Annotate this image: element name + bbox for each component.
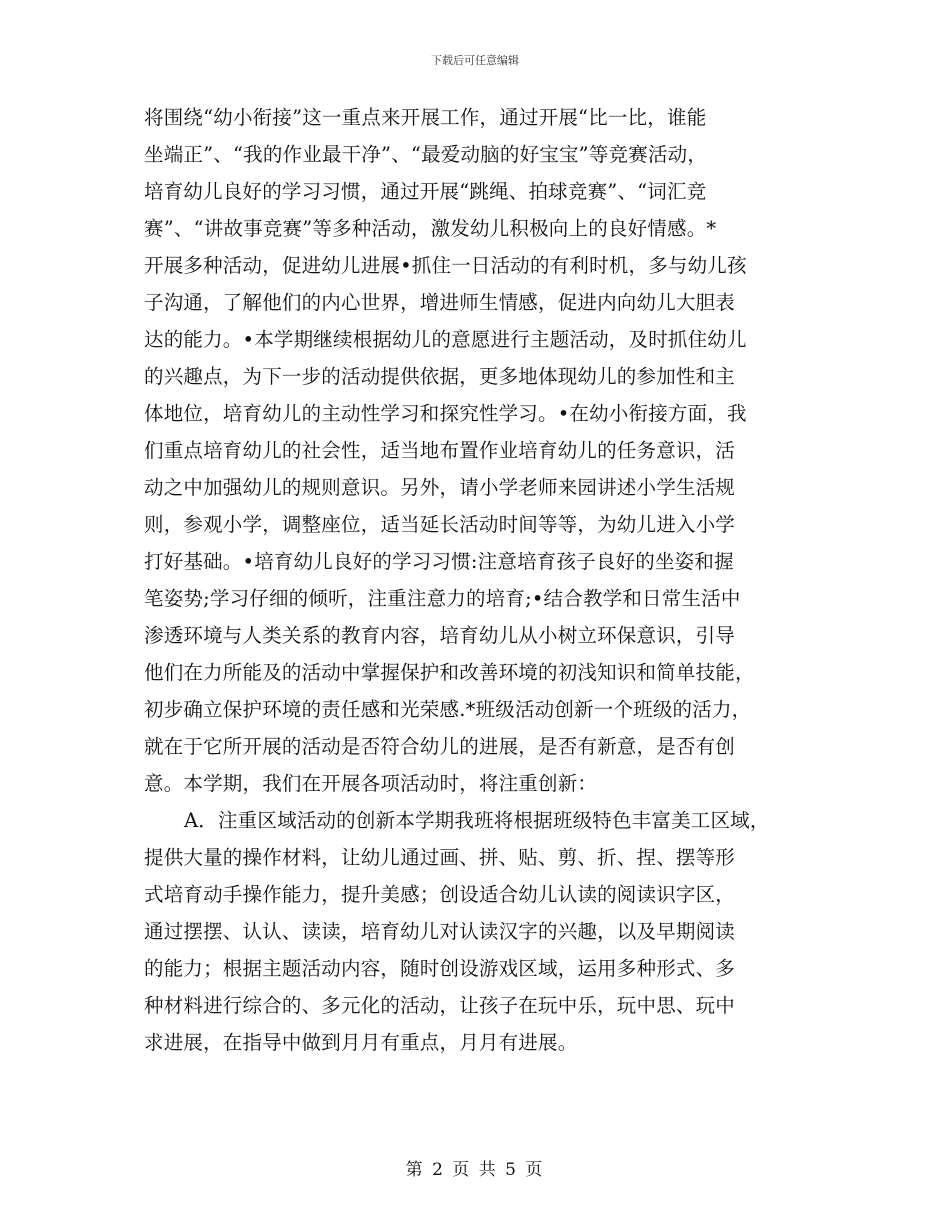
text-line-23: 通过摆摆、认认、读读，培育幼儿对认读汉字的兴趣，以及早期阅读 xyxy=(144,920,736,943)
text-line-5: 开展多种活动，促进幼儿进展•抓住一日活动的有利时机，多与幼儿孩 xyxy=(144,254,747,277)
text-line-19: 意。本学期，我们在开展各项活动时，将注重创新： xyxy=(144,772,598,795)
text-line-8: 的兴趣点，为下一步的活动提供依据，更多地体现幼儿的参加性和主 xyxy=(144,365,736,388)
text-line-14: 笔姿势;学习仔细的倾听，注重注意力的培育;•结合教学和日常生活中 xyxy=(144,587,741,610)
text-line-2: 坐端正”、“我的作业最干净”、“最爱动脑的好宝宝”等竞赛活动， xyxy=(144,143,708,166)
text-line-15: 渗透环境与人类关系的教育内容，培育幼儿从小树立环保意识，引导 xyxy=(144,624,736,647)
text-line-16: 他们在力所能及的活动中掌握保护和改善环境的初浅知识和简单技能， xyxy=(144,661,755,684)
text-line-12: 则，参观小学，调整座位，适当延长活动时间等等，为幼儿进入小学 xyxy=(144,513,736,536)
text-line-6: 子沟通，了解他们的内心世界，增进师生情感，促进内向幼儿大胆表 xyxy=(144,291,736,314)
text-line-10: 们重点培育幼儿的社会性，适当地布置作业培育幼儿的任务意识，活 xyxy=(144,439,736,462)
text-line-1: 将围绕“幼小衔接”这一重点来开展工作，通过开展“比一比，谁能 xyxy=(144,106,707,129)
text-line-13: 打好基础。•培育幼儿良好的学习习惯:注意培育孩子良好的坐姿和握 xyxy=(144,550,734,573)
text-line-9: 体地位，培育幼儿的主动性学习和探究性学习。•在幼小衔接方面，我 xyxy=(144,402,747,425)
text-line-4: 赛”、“讲故事竞赛”等多种活动，激发幼儿积极向上的良好情感。* xyxy=(144,217,717,240)
text-line-24: 的能力；根据主题活动内容，随时创设游戏区域，运用多种形式、多 xyxy=(144,957,736,980)
text-line-26: 求进展，在指导中做到月月有重点，月月有进展。 xyxy=(144,1031,578,1054)
text-line-25: 种材料进行综合的、多元化的活动，让孩子在玩中乐，玩中思、玩中 xyxy=(144,994,736,1017)
page-number: 第 2 页 共 5 页 xyxy=(405,1160,545,1180)
text-line-21: 提供大量的操作材料，让幼儿通过画、拼、贴、剪、折、捏、摆等形 xyxy=(144,846,736,869)
text-line-3: 培育幼儿良好的学习习惯，通过开展“跳绳、拍球竞赛”、“词汇竞 xyxy=(144,180,707,203)
text-line-7: 达的能力。•本学期继续根据幼儿的意愿进行主题活动，及时抓住幼儿 xyxy=(144,328,747,351)
text-line-22: 式培育动手操作能力，提升美感；创设适合幼儿认读的阅读识字区， xyxy=(144,883,736,906)
text-line-20: A．注重区域活动的创新本学期我班将根据班级特色丰富美工区域， xyxy=(184,809,770,832)
text-line-17: 初步确立保护环境的责任感和光荣感.*班级活动创新一个班级的活力， xyxy=(144,698,752,721)
text-line-11: 动之中加强幼儿的规则意识。另外，请小学老师来园讲述小学生活规 xyxy=(144,476,736,499)
text-line-18: 就在于它所开展的活动是否符合幼儿的进展，是否有新意，是否有创 xyxy=(144,735,736,758)
page-header: 下载后可任意编辑 xyxy=(431,54,519,67)
